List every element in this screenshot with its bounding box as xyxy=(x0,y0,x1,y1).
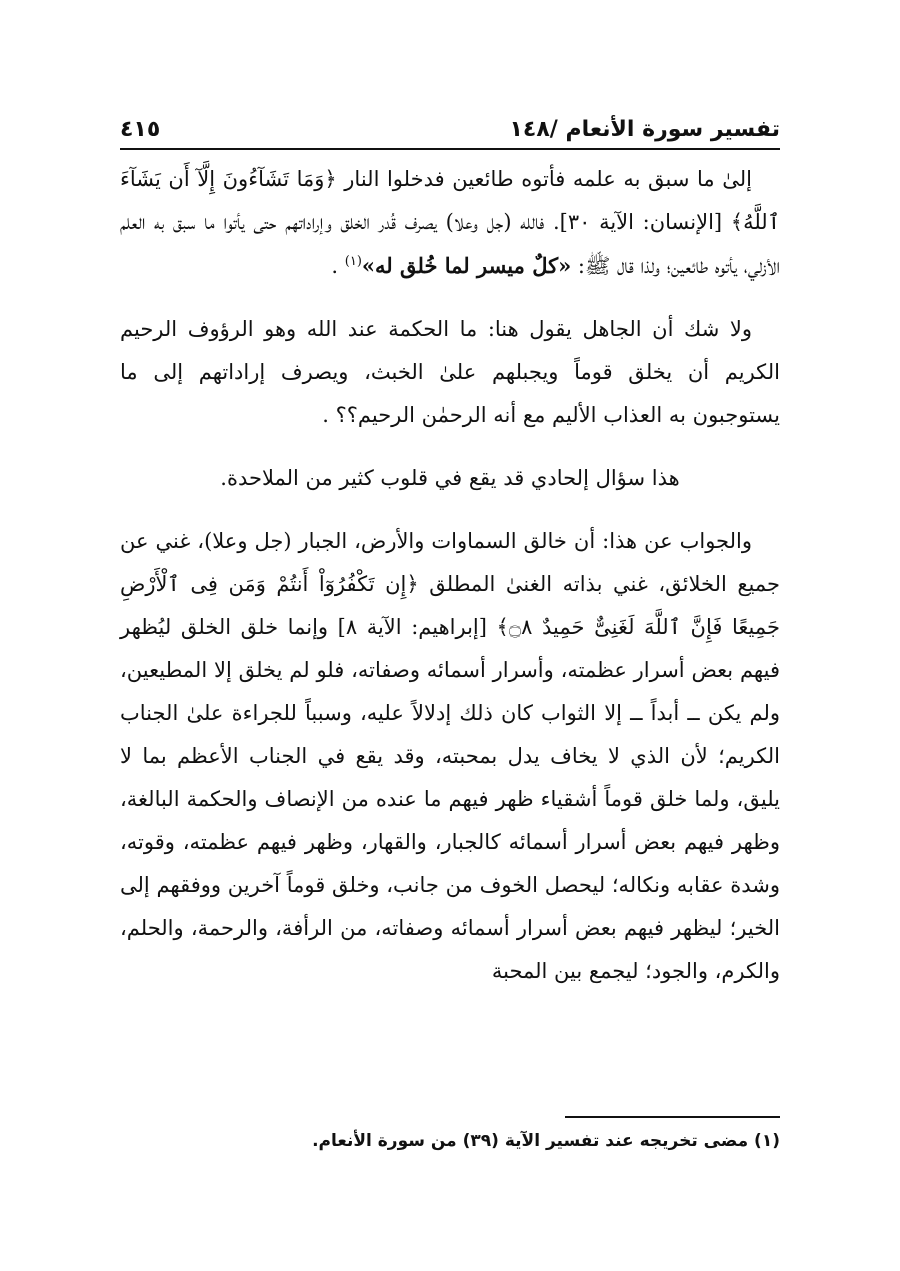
paragraph xyxy=(120,158,780,288)
paragraph-text: [إبراهيم: الآية ٨] وإنما خلق الخلق ليُظهر فيهم بعض أسرار عظمته، وأسرار أسمائه وصفاته، فلو لم يخلق إلا المطيعين، ولم يكن ــ أبداً ــ إلا الثواب كان ذلك إدلالاً عليه، وسبباً للجراءة علىٰ الجناب الكريم؛ لأن الذي لا يخاف يدل بمحبته، وقد يقع في الجناب الأعظم بما لا يليق، ولما خلق قوماً أشقياء ظهر فيهم ما عنده من الإنصاف والحكمة البالغة، وظهر فيهم بعض أسرار أسمائه كالجبار، والقهار، وظهر فيهم عظمته، وقوته، وشدة عقابه ونكاله؛ ليحصل الخوف من جانب، وخلق قوماً آخرين ووفقهم إلى الخير؛ ليظهر فيهم بعض أسرار أسمائه وصفاته، من الرأفة، والرحمة، والحلم، والكرم، والجود؛ ليجمع بين المحبة xyxy=(120,615,780,983)
paragraph xyxy=(120,520,780,993)
header-rule xyxy=(120,148,780,150)
paragraph-text: . xyxy=(331,254,345,278)
running-header xyxy=(120,96,780,142)
running-title: تفسير سورة الأنعام /١٤٨ xyxy=(509,117,780,142)
body-text xyxy=(120,158,780,993)
paragraph-text: ولا شك أن الجاهل يقول هنا: ما الحكمة عند الله وهو الرؤوف الرحيم الكريم أن يخلق قوماً ويجبلهم علىٰ الخبث، ويصرف إراداتهم إلى ما يستوجبون به العذاب الأليم مع أنه الرحمٰن الرحيم؟؟ . xyxy=(120,317,780,427)
paragraph xyxy=(120,457,780,500)
quran-verse: ﴿وَمَا تَشَآءُونَ إِلَّآ أَن يَشَآءَ ٱللَّهُ﴾ xyxy=(120,167,780,234)
footnote: (١) مضى تخريجه عند تفسير الآية (٣٩) من سورة الأنعام. xyxy=(312,1131,780,1151)
quran-verse: ﴿إِن تَكْفُرُوٓاْ أَنتُمْ وَمَن فِى ٱلْأَرْضِ جَمِيعًا فَإِنَّ ٱللَّهَ لَغَنِىٌّ حَمِيدٌ ۝٨﴾ xyxy=(120,572,780,639)
hadith-quote: «كلٌ ميسر لما خُلق له» xyxy=(361,253,572,278)
paragraph-text: هذا سؤال إلحادي قد يقع في قلوب كثير من الملاحدة. xyxy=(220,466,680,490)
footnote-separator xyxy=(565,1116,780,1118)
page-number: ٤١٥ xyxy=(120,117,161,142)
paragraph-text: إلىٰ ما سبق به علمه فأتوه طائعين فدخلوا النار xyxy=(336,167,752,191)
paragraph-text: والجواب عن هذا: أن خالق السماوات والأرض، الجبار (جل وعلا)، غني عن جميع الخلائق، غني بذاته الغنىٰ المطلق xyxy=(120,529,780,596)
footnote-marker: (١) xyxy=(344,254,362,269)
book-page xyxy=(120,96,780,1151)
paragraph xyxy=(120,308,780,437)
paragraph-text: [الإنسان: الآية ٣٠]. فالله (جل وعلا) يصرف قُدر الخلق وإراداتهم حتى يأتوا ما سبق به العلم الأزلي، يأتوه طائعين؛ ولذا قال ﷺ: xyxy=(120,210,780,278)
